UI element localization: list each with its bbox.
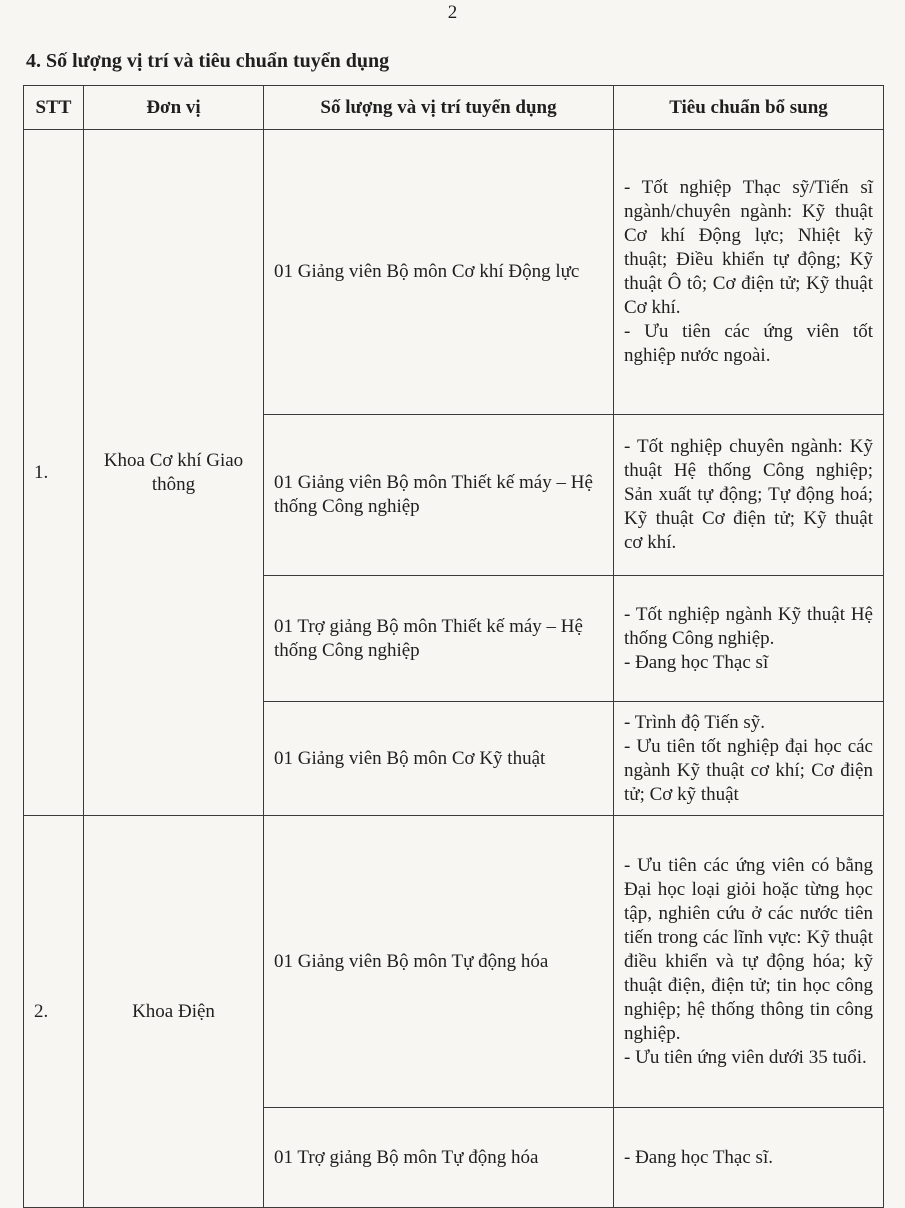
row-stt: 1.: [24, 130, 84, 816]
requirement-line: - Tốt nghiệp chuyên ngành: Kỹ thuật Hệ thống Công nghiệp; Sản xuất tự động; Tự động hoá; Kỹ thuật Cơ điện tử; Kỹ thuật cơ khí.: [624, 436, 873, 553]
table-header-row: [24, 86, 884, 130]
row-requirements: [614, 415, 884, 576]
requirement-line: - Ưu tiên ứng viên dưới 35 tuổi.: [624, 1046, 867, 1068]
row-position: 01 Giảng viên Bộ môn Cơ khí Động lực: [264, 130, 614, 415]
table-row: [24, 816, 884, 1108]
row-unit: Khoa Điện: [84, 816, 264, 1208]
header-requirements: Tiêu chuẩn bổ sung: [614, 86, 884, 130]
requirement-line: - Ưu tiên các ứng viên có bằng Đại học loại giỏi hoặc từng học tập, nghiên cứu ở các nước tiên tiến trong các lĩnh vực: Kỹ thuật điều khiển và tự động hóa; kỹ thuật điện, điện tử; tin học công nghiệp; hệ thống thông tin công nghiệp.: [624, 854, 873, 1044]
row-position: 01 Giảng viên Bộ môn Cơ Kỹ thuật: [264, 702, 614, 816]
table-row: [24, 130, 884, 415]
page-number: 2: [447, 2, 458, 23]
row-position: 01 Giảng viên Bộ môn Tự động hóa: [264, 816, 614, 1108]
requirement-line: - Ưu tiên tốt nghiệp đại học các ngành Kỹ thuật cơ khí; Cơ điện tử; Cơ kỹ thuật: [624, 735, 873, 805]
row-unit: Khoa Cơ khí Giao thông: [84, 130, 264, 816]
recruitment-table: [23, 85, 884, 1208]
row-requirements: [614, 702, 884, 816]
requirement-line: - Tốt nghiệp ngành Kỹ thuật Hệ thống Công nghiệp.: [624, 603, 873, 649]
row-requirements: [614, 816, 884, 1108]
row-stt: 2.: [24, 816, 84, 1208]
section-title: 4. Số lượng vị trí và tiêu chuẩn tuyển dụng: [26, 50, 390, 72]
requirement-line: - Đang học Thạc sĩ: [624, 651, 769, 673]
row-position: 01 Trợ giảng Bộ môn Thiết kế máy – Hệ thống Công nghiệp: [264, 576, 614, 702]
row-position: 01 Giảng viên Bộ môn Thiết kế máy – Hệ thống Công nghiệp: [264, 415, 614, 576]
header-position: Số lượng và vị trí tuyển dụng: [264, 86, 614, 130]
row-position: 01 Trợ giảng Bộ môn Tự động hóa: [264, 1108, 614, 1208]
row-requirements: [614, 130, 884, 415]
header-unit: Đơn vị: [84, 86, 264, 130]
requirement-line: - Ưu tiên các ứng viên tốt nghiệp nước ngoài.: [624, 321, 873, 366]
row-requirements: [614, 1108, 884, 1208]
requirement-line: - Tốt nghiệp Thạc sỹ/Tiến sĩ ngành/chuyên ngành: Kỹ thuật Cơ khí Động lực; Nhiệt kỹ thuật; Điều khiển tự động; Kỹ thuật Ô tô; Cơ điện tử; Kỹ thuật Cơ khí.: [624, 177, 873, 318]
requirement-line: - Đang học Thạc sĩ.: [624, 1146, 773, 1168]
requirement-line: - Trình độ Tiến sỹ.: [624, 711, 765, 733]
header-stt: STT: [24, 86, 84, 130]
row-requirements: [614, 576, 884, 702]
